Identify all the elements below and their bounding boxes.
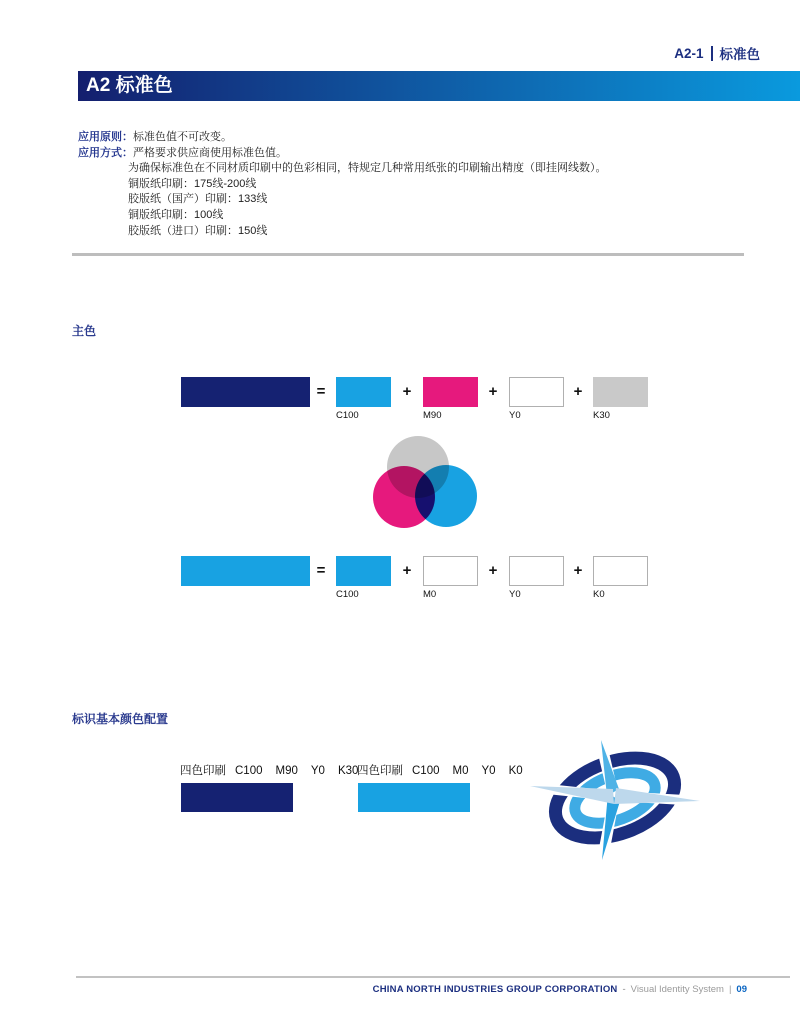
swatch-label: K0 <box>593 589 605 600</box>
cmyk-token: Y0 <box>481 765 496 777</box>
intro-block <box>78 130 738 239</box>
footer-separator: | <box>728 984 732 995</box>
method-detail-line: 胶版纸（国产）印刷：133线 <box>128 193 268 206</box>
cmyk-config-label <box>180 762 358 778</box>
config-swatch-navy <box>181 783 293 812</box>
section-banner <box>78 71 800 101</box>
swatch-label: M0 <box>423 589 437 600</box>
method-line <box>78 146 738 162</box>
company-name: CHINA NORTH INDUSTRIES GROUP CORPORATION <box>372 984 618 995</box>
swatch-label: K30 <box>593 410 610 421</box>
footer-dash: - <box>622 984 626 995</box>
swatch-label: M90 <box>423 410 442 421</box>
process-label: 四色印刷 <box>357 765 403 777</box>
method-detail-line: 铜版纸印刷：100线 <box>128 208 224 221</box>
method-detail-line: 为确保标准色在不同材质印刷中的色彩相同，特规定几种常用纸张的印刷输出精度（即挂网线数）。 <box>128 162 607 175</box>
footer <box>373 984 747 995</box>
component-swatch-k30 <box>593 377 648 407</box>
method-detail-line: 铜版纸印刷：175线-200线 <box>128 177 257 190</box>
component-swatch-c100 <box>336 377 391 407</box>
principle-label: 应用原则： <box>78 131 133 143</box>
config-swatch-cyan <box>358 783 470 812</box>
plus-sign: + <box>402 383 412 400</box>
cmyk-config-label <box>357 762 523 778</box>
principle-text: 标准色值不可改变。 <box>133 131 232 143</box>
primary-color-swatch-navy <box>181 377 310 407</box>
swatch-label: C100 <box>336 410 359 421</box>
method-label: 应用方式： <box>78 146 133 159</box>
cmyk-token: C100 <box>235 765 263 777</box>
component-swatch-c100 <box>336 556 391 586</box>
company-logo <box>530 740 700 860</box>
component-swatch-m0 <box>423 556 478 586</box>
cyan-circle <box>415 465 477 527</box>
swatch-label: C100 <box>336 589 359 600</box>
section-name: 标准色 <box>719 47 760 62</box>
component-swatch-k0 <box>593 556 648 586</box>
plus-sign: + <box>488 383 498 400</box>
section-code: A2-1 <box>674 45 704 61</box>
banner-title: A2 标准色 <box>86 75 173 96</box>
component-swatch-y0 <box>509 556 564 586</box>
plus-sign: + <box>573 383 583 400</box>
cmyk-token: M0 <box>452 765 469 777</box>
footer-divider <box>76 976 790 978</box>
system-name: Visual Identity System <box>630 984 724 995</box>
cmyk-token: C100 <box>412 765 440 777</box>
color-overlap-diagram <box>356 435 478 529</box>
cmyk-token: M90 <box>275 765 298 777</box>
horizontal-divider <box>72 253 744 256</box>
logo-color-section-title: 标识基本颜色配置 <box>72 712 169 726</box>
primary-color-swatch-cyan <box>181 556 310 586</box>
component-swatch-y0 <box>509 377 564 407</box>
plus-sign: + <box>402 562 412 579</box>
swatch-label: Y0 <box>509 410 521 421</box>
cmyk-token: Y0 <box>310 765 325 777</box>
plus-sign: + <box>488 562 498 579</box>
page-number: 09 <box>736 984 747 995</box>
vertical-divider <box>711 46 713 61</box>
page-reference <box>674 43 760 63</box>
main-color-section-title: 主色 <box>72 324 97 338</box>
equals-sign: = <box>316 562 326 579</box>
method-text: 严格要求供应商使用标准色值。 <box>133 146 287 159</box>
cmyk-token: K0 <box>508 765 523 777</box>
component-swatch-m90 <box>423 377 478 407</box>
swatch-label: Y0 <box>509 589 521 600</box>
cmyk-token: K30 <box>337 765 359 777</box>
principle-line <box>78 130 738 146</box>
equals-sign: = <box>316 383 326 400</box>
method-detail-line: 胶版纸（进口）印刷：150线 <box>128 224 268 237</box>
process-label: 四色印刷 <box>180 765 226 777</box>
plus-sign: + <box>573 562 583 579</box>
